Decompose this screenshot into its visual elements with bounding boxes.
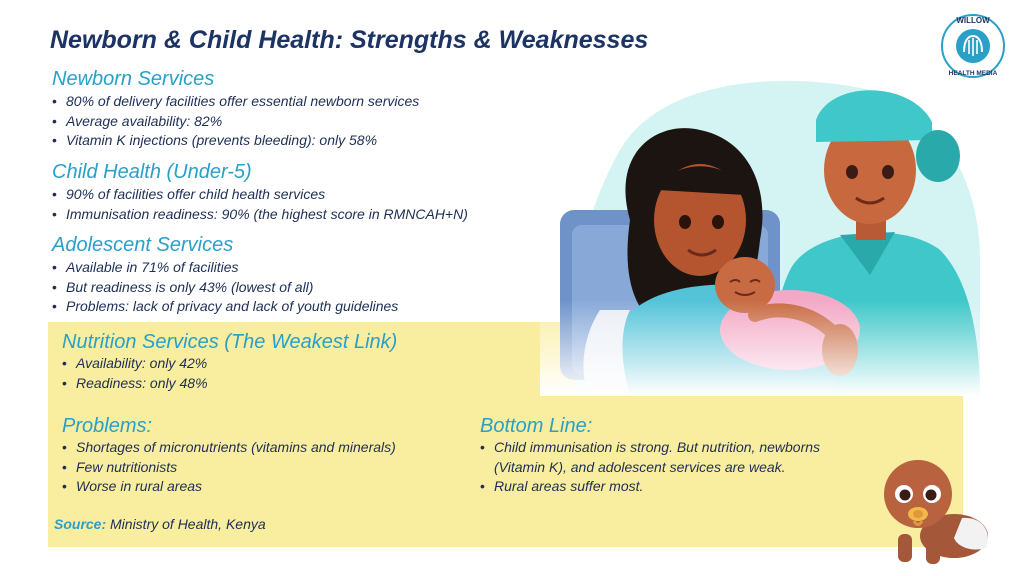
list-newborn-services <box>52 92 419 151</box>
list-item: • 80% of delivery facilities offer essential newborn services <box>52 92 419 112</box>
heading-child-health: Child Health (Under-5) <box>52 161 252 183</box>
list-problems <box>62 438 396 497</box>
source-text: Ministry of Health, Kenya <box>110 516 266 532</box>
list-nutrition-services <box>62 354 208 393</box>
heading-nutrition-services: Nutrition Services (The Weakest Link) <box>62 331 398 353</box>
list-bottom-line <box>480 438 820 497</box>
list-item: • Shortages of micronutrients (vitamins and minerals) <box>62 438 396 458</box>
heading-problems: Problems: <box>62 415 153 437</box>
list-item: • Average availability: 82% <box>52 112 419 132</box>
list-adolescent-services <box>52 258 398 317</box>
list-item: • Available in 71% of facilities <box>52 258 398 278</box>
list-child-health <box>52 185 468 224</box>
list-item: • Immunisation readiness: 90% (the highest score in RMNCAH+N) <box>52 205 468 225</box>
source-label: Source: <box>54 516 107 532</box>
crawling-baby-illustration <box>874 448 994 568</box>
heading-bottom-line: Bottom Line: <box>480 415 593 437</box>
list-item: • Rural areas suffer most. <box>480 477 820 497</box>
list-item: • Availability: only 42% <box>62 354 208 374</box>
logo-text-top: WILLOW <box>956 16 990 25</box>
heading-adolescent-services: Adolescent Services <box>52 234 234 256</box>
list-item: • Few nutritionists <box>62 458 396 478</box>
list-item: • Vitamin K injections (prevents bleeding): only 58% <box>52 131 419 151</box>
source-note <box>54 516 266 532</box>
page-title: Newborn & Child Health: Strengths & Weaknesses <box>50 26 649 54</box>
list-item: • Problems: lack of privacy and lack of youth guidelines <box>52 297 398 317</box>
list-item: • Readiness: only 48% <box>62 374 208 394</box>
list-item: • But readiness is only 43% (lowest of all) <box>52 278 398 298</box>
heading-newborn-services: Newborn Services <box>52 68 215 90</box>
list-item: • Worse in rural areas <box>62 477 396 497</box>
list-item: • 90% of facilities offer child health services <box>52 185 468 205</box>
list-item: (Vitamin K), and adolescent services are weak. <box>494 458 786 475</box>
mother-nurse-newborn-illustration <box>540 60 980 396</box>
list-item: • Child immunisation is strong. But nutrition, newborns <box>480 438 820 458</box>
logo-text-bottom: HEALTH MEDIA <box>948 70 998 77</box>
